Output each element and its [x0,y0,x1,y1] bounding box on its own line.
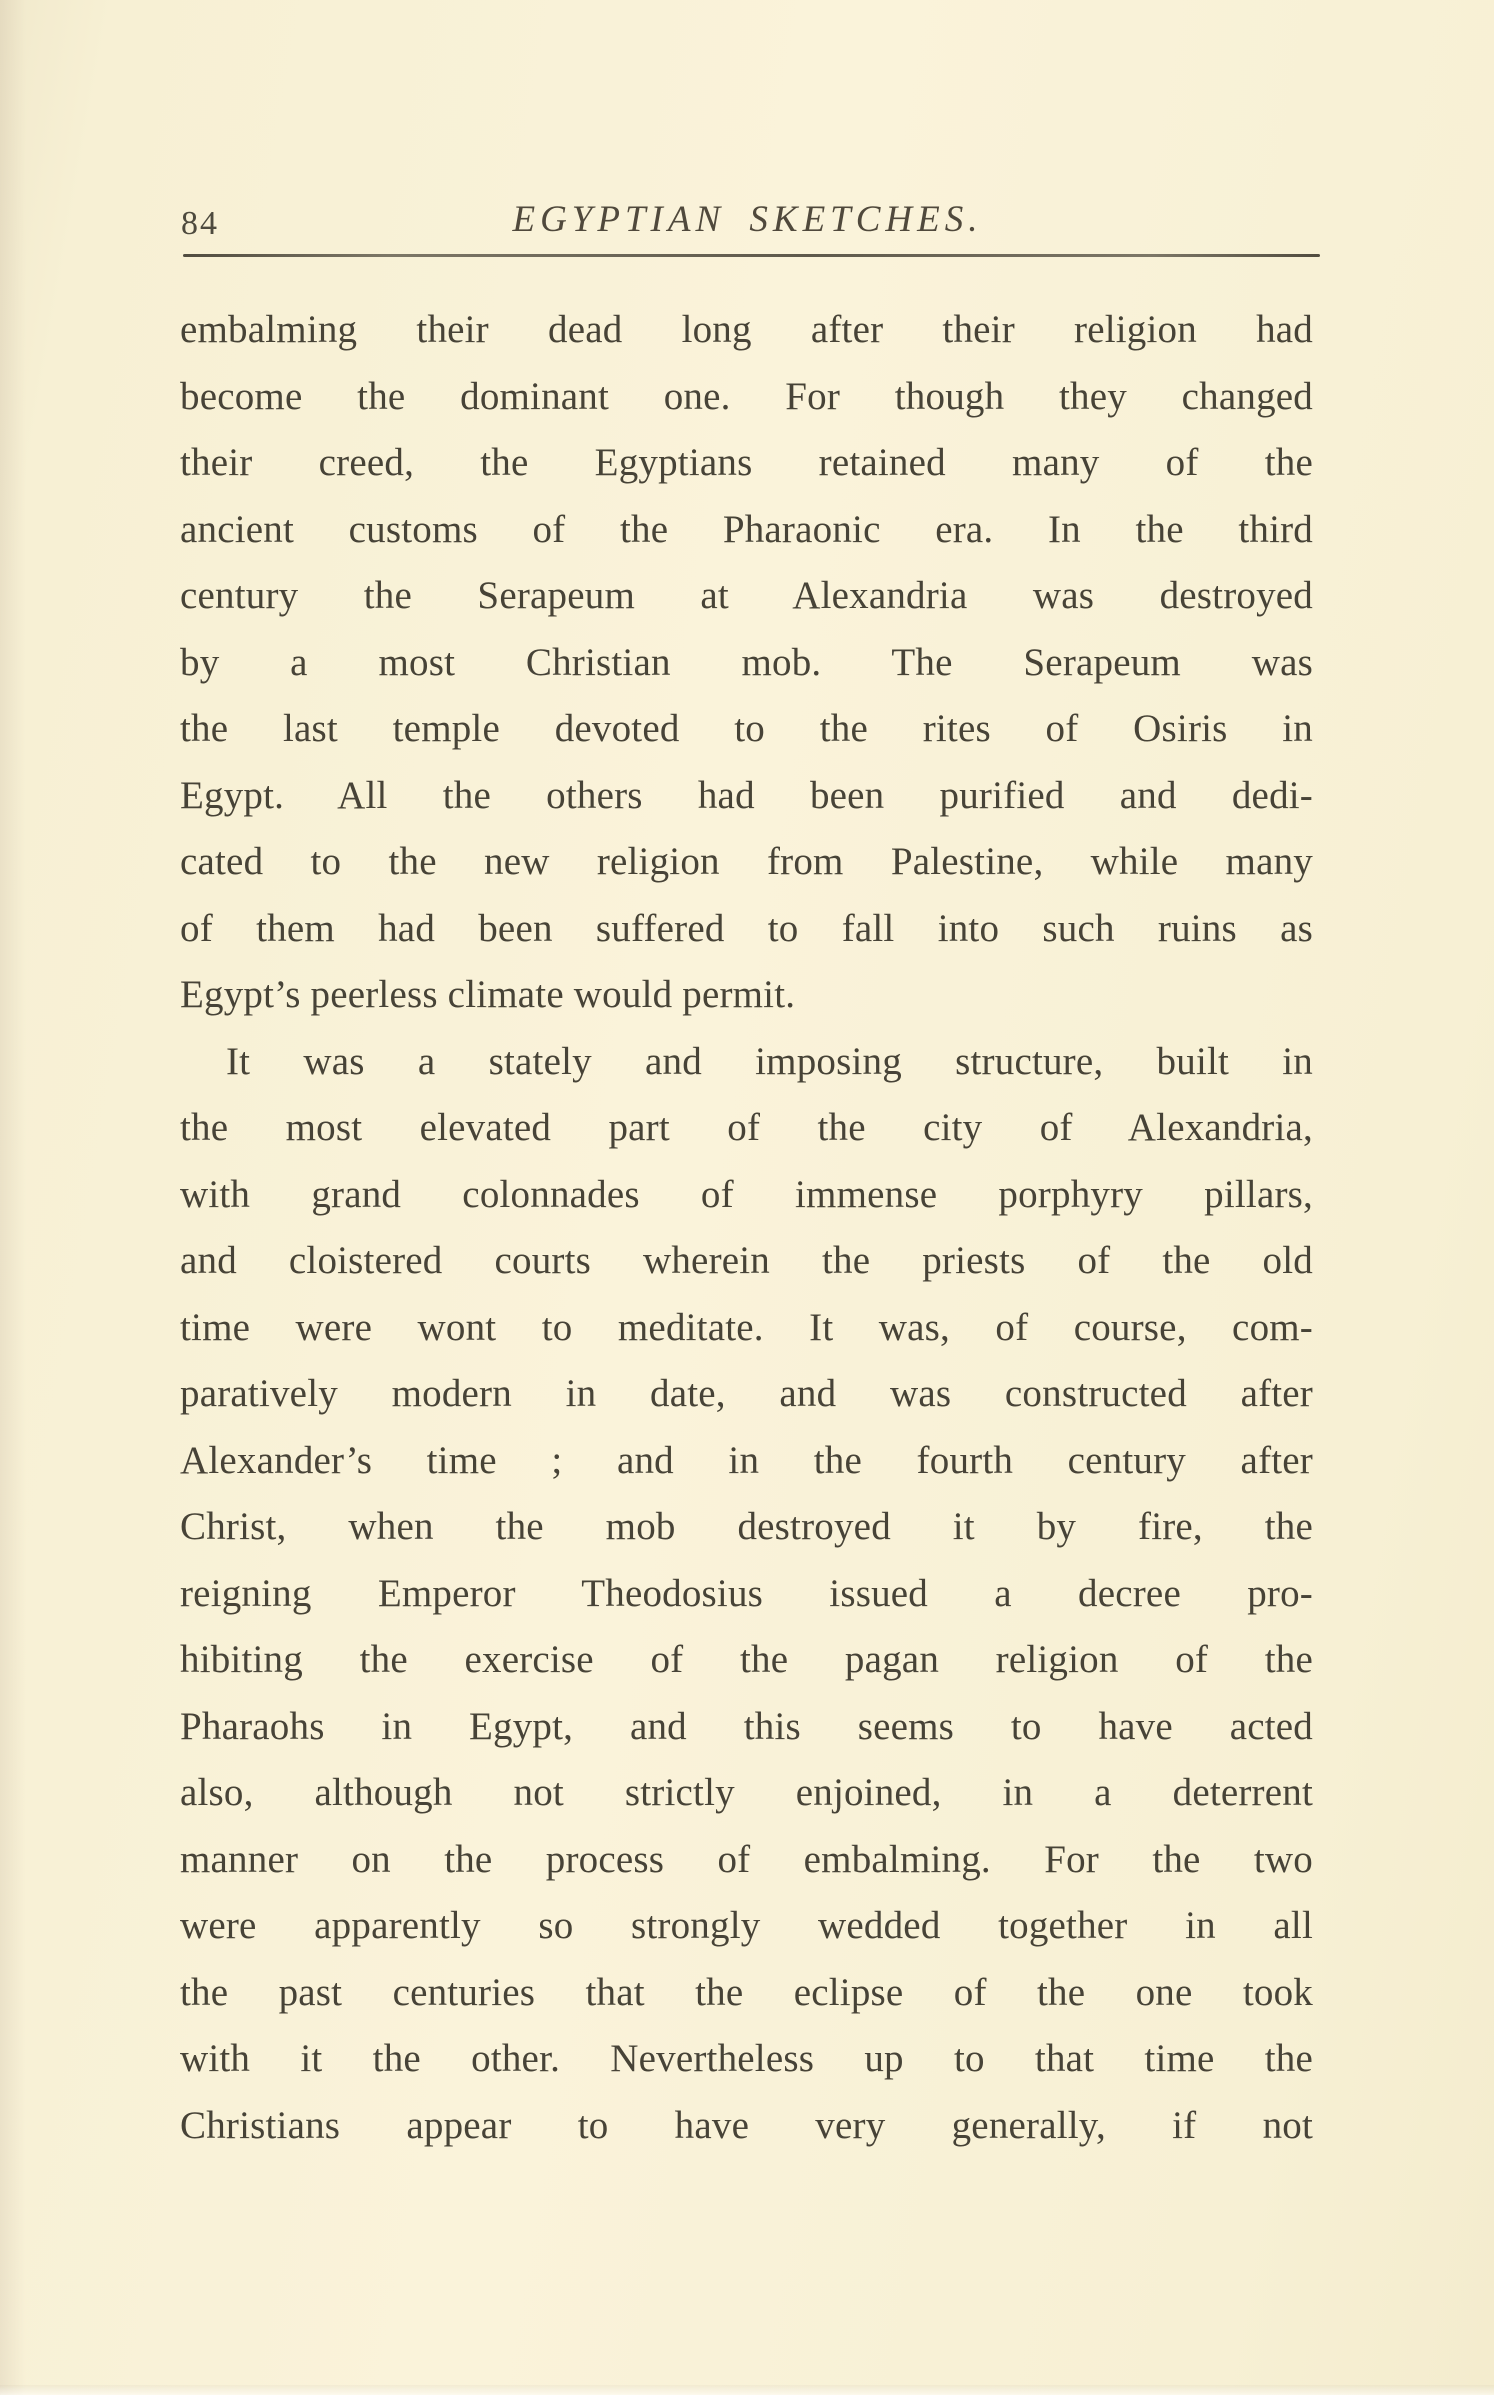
text-line: Christ, when the mob destroyed it by fire, the [180,1505,1313,1548]
text-line: also, although not strictly enjoined, in a deterrent [180,1771,1313,1814]
text-line: embalming their dead long after their religion had [180,308,1313,351]
text-line: with grand colonnades of immense porphyry pillars, [180,1172,1313,1216]
text-line: Christians appear to have very generally, if not [180,2103,1313,2147]
text-line: the last temple devoted to the rites of Osiris in [180,707,1313,750]
text-line: of them had been suffered to fall into such ruins as [180,906,1313,950]
text-line: by a most Christian mob. The Serapeum was [180,640,1313,684]
text-line: manner on the process of embalming. For the two [180,1837,1313,1881]
text-line: were apparently so strongly wedded together in all [180,1904,1313,1947]
text-line: Egypt. All the others had been purified and dedi- [180,773,1313,817]
page-header [181,198,1314,250]
text-line: Alexander’s time ; and in the fourth century after [180,1438,1313,1482]
text-line: Pharaohs in Egypt, and this seems to have acted [180,1704,1313,1748]
page-body [180,297,1313,2159]
text-line: the most elevated part of the city of Alexandria, [180,1106,1313,1149]
text-line: reigning Emperor Theodosius issued a decree pro- [180,1571,1313,1615]
scan-bottom-edge [0,2385,1494,2395]
scan-edge-shading [0,0,26,2395]
text-line: hibiting the exercise of the pagan religion of the [180,1638,1313,1681]
text-line: their creed, the Egyptians retained many of the [180,441,1313,484]
header-rule [183,254,1320,257]
text-line: the past centuries that the eclipse of the one took [180,1970,1313,2014]
text-line: and cloistered courts wherein the priests of the old [180,1239,1313,1282]
text-line: ancient customs of the Pharaonic era. In the third [180,507,1313,551]
text-line: It was a stately and imposing structure, built in [226,1039,1313,1083]
text-line: cated to the new religion from Palestine, while many [180,840,1313,883]
text-line: century the Serapeum at Alexandria was destroyed [180,574,1313,617]
text-line: time were wont to meditate. It was, of course, com- [180,1305,1313,1349]
text-line: paratively modern in date, and was constructed after [180,1372,1313,1415]
running-title: EGYPTIAN SKETCHES. [512,199,983,240]
text-line: become the dominant one. For though they changed [180,374,1313,418]
text-line: Egypt’s peerless climate would permit. [180,973,796,1016]
page-number: 84 [181,205,219,242]
text-line: with it the other. Nevertheless up to that time the [180,2037,1313,2080]
